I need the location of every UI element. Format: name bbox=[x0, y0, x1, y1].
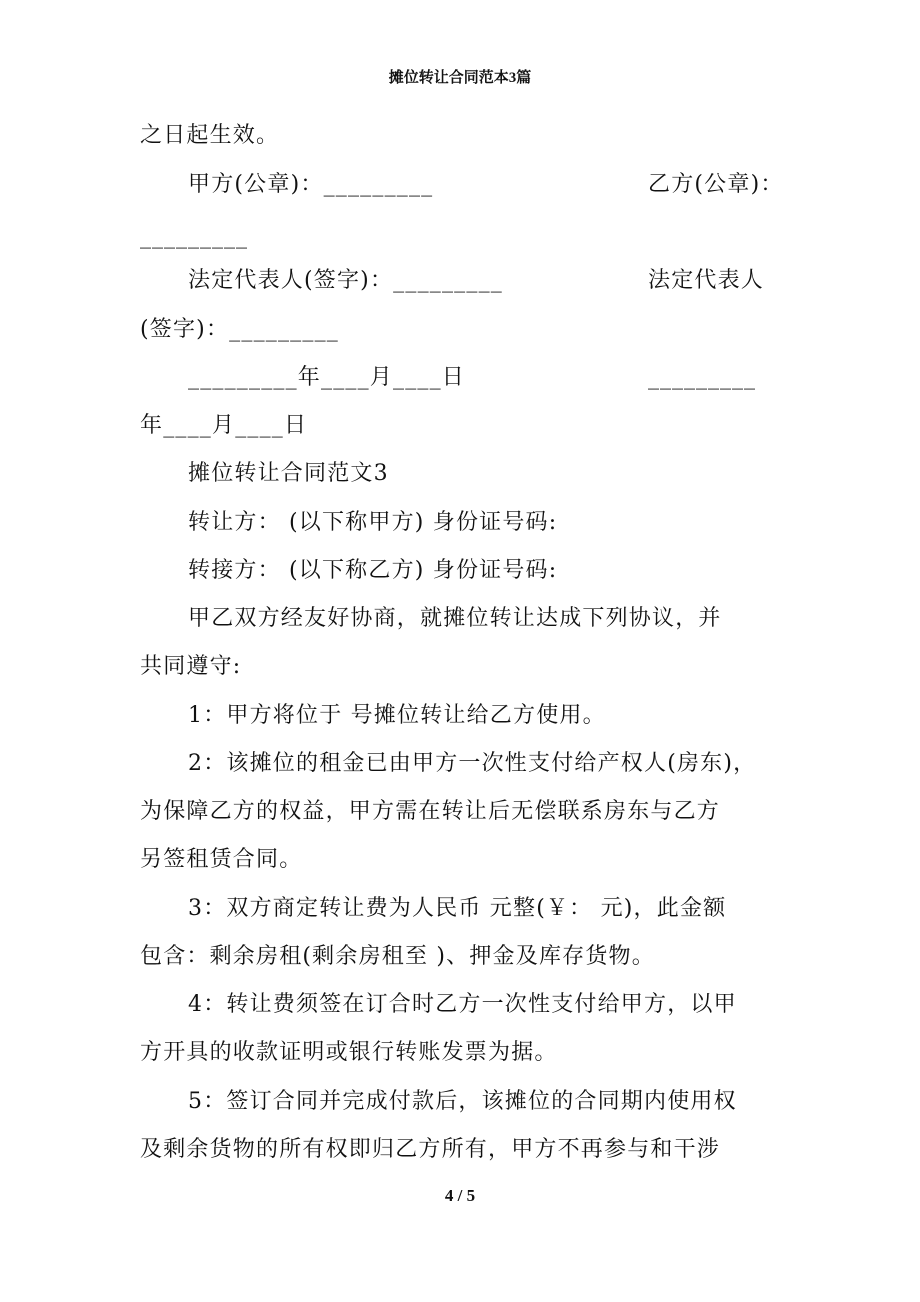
party-a-date-line: _________年____月____日 bbox=[188, 365, 466, 390]
party-b-seal-line: 乙方(公章)： bbox=[648, 172, 784, 197]
clause-3: 3：双方商定转让费为人民币 元整(￥： 元)，此金额 bbox=[188, 896, 727, 921]
text-line: 另签租赁合同。 bbox=[140, 847, 303, 872]
party-a-seal-line: 甲方(公章)：_________ bbox=[188, 172, 434, 197]
transferee-line: 转接方： (以下称乙方) 身份证号码: bbox=[188, 558, 558, 583]
party-b-representative-signature: (签字)：_________ bbox=[140, 317, 339, 342]
party-b-seal-blank: _________ bbox=[140, 224, 248, 249]
text-line: 包含：剩余房租(剩余房租至 )、押金及库存货物。 bbox=[140, 944, 655, 969]
clause-2: 2：该摊位的租金已由甲方一次性支付给产权人(房东)， bbox=[188, 751, 757, 776]
party-b-date-line: 年____月____日 bbox=[140, 413, 308, 438]
text-line: 共同遵守: bbox=[140, 654, 242, 679]
clause-1: 1：甲方将位于 号摊位转让给乙方使用。 bbox=[188, 703, 606, 728]
party-a-representative-line: 法定代表人(签字)：_________ bbox=[188, 268, 503, 293]
text-line: 及剩余货物的所有权即归乙方所有，甲方不再参与和干涉 bbox=[140, 1137, 721, 1162]
transferor-line: 转让方： (以下称甲方) 身份证号码: bbox=[188, 510, 558, 535]
page-number: 4 / 5 bbox=[444, 1186, 476, 1205]
text-line: 甲乙双方经友好协商，就摊位转让达成下列协议，并 bbox=[188, 606, 722, 631]
clause-4: 4：转让费须签在订合时乙方一次性支付给甲方，以甲 bbox=[188, 992, 737, 1017]
text-line: 之日起生效。 bbox=[140, 123, 280, 148]
page-header-title: 摊位转让合同范本3篇 bbox=[388, 70, 532, 86]
section-title: 摊位转让合同范文3 bbox=[188, 461, 389, 486]
text-line: 方开具的收款证明或银行转账发票为据。 bbox=[140, 1040, 558, 1065]
text-line: 为保障乙方的权益，甲方需在转让后无偿联系房东与乙方 bbox=[140, 799, 721, 824]
clause-5: 5：签订合同并完成付款后，该摊位的合同期内使用权 bbox=[188, 1089, 737, 1114]
party-b-representative-line: 法定代表人 bbox=[648, 268, 765, 293]
party-b-date-blank: _________ bbox=[648, 365, 756, 390]
